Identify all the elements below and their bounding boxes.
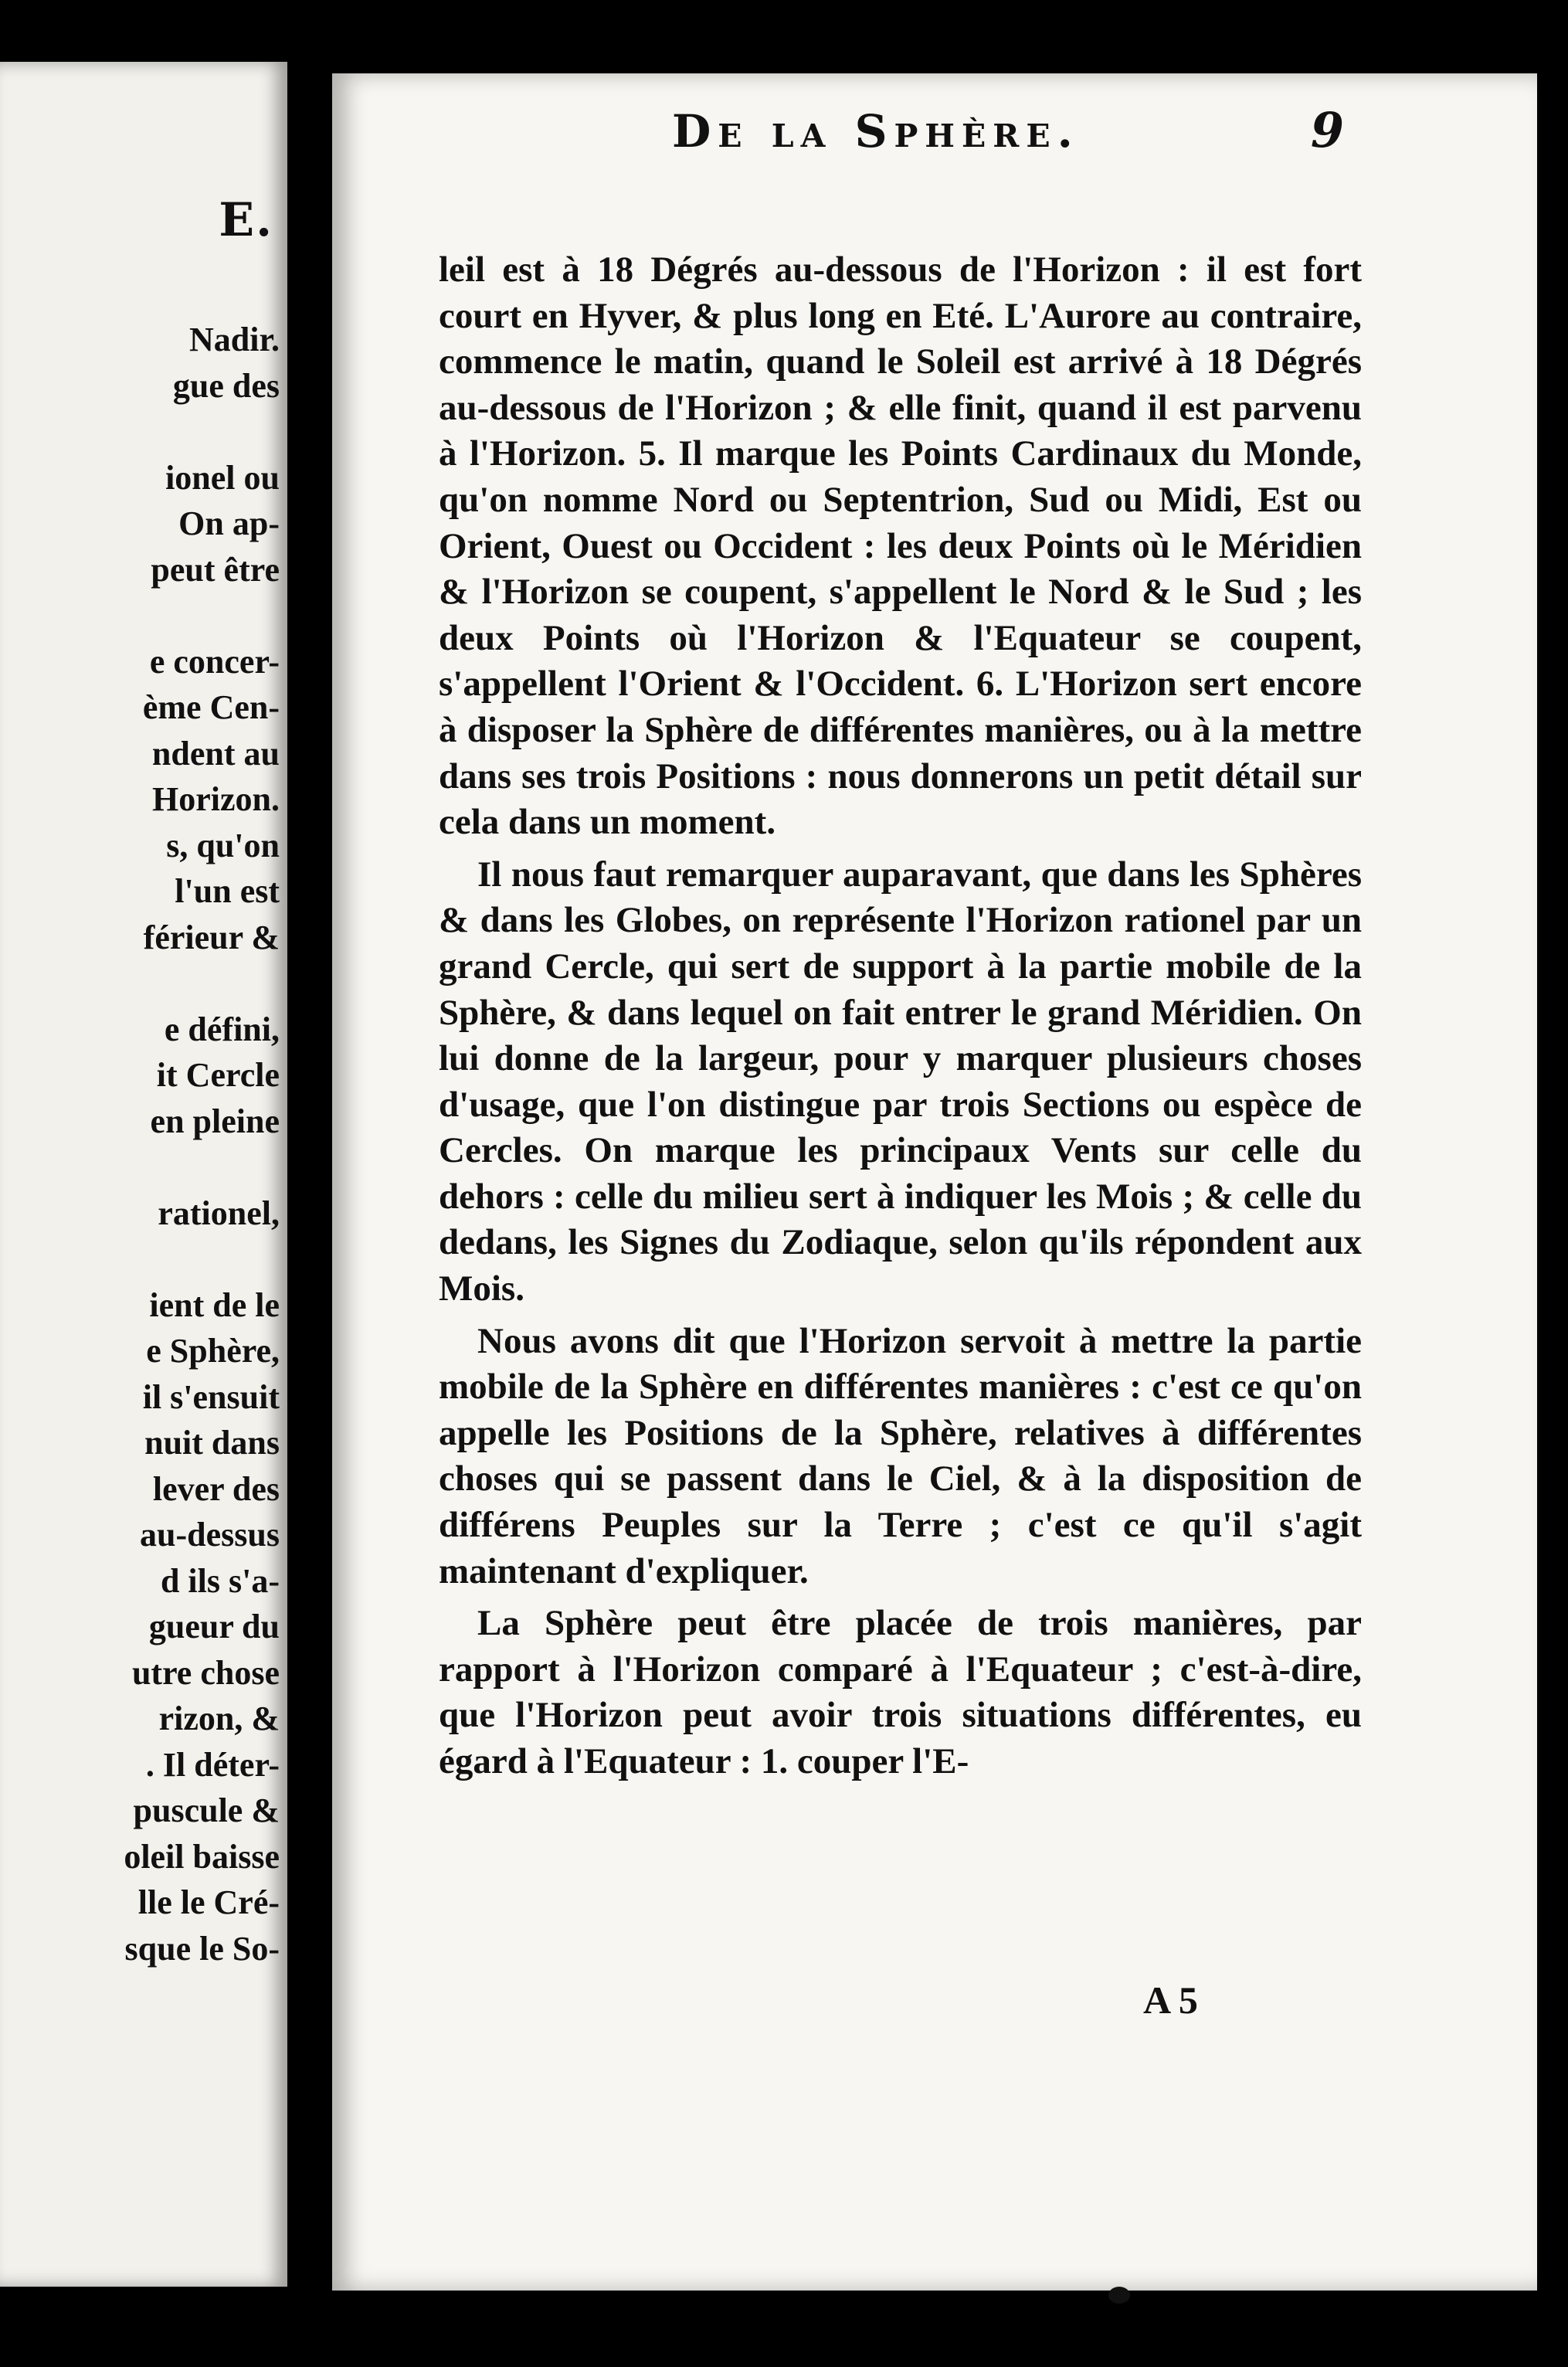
facing-page-text <box>0 317 280 1971</box>
facing-page-line: ème Cen- <box>142 688 280 726</box>
running-title: De la Sphère. <box>672 105 1080 158</box>
facing-page-header: E. <box>219 193 273 247</box>
facing-page-line: ient de le <box>149 1285 280 1324</box>
facing-page-line: . Il déter- <box>145 1745 280 1784</box>
facing-page-line: lle le Cré- <box>137 1883 280 1921</box>
facing-page-line: il s'ensuit <box>142 1377 280 1416</box>
facing-page-line: puscule & <box>133 1791 280 1829</box>
facing-page-line: rizon, & <box>158 1700 280 1737</box>
facing-page-line: it Cercle <box>156 1056 280 1094</box>
facing-page-line: oleil baisse <box>124 1837 280 1876</box>
facing-page-line: Horizon. <box>152 780 280 818</box>
facing-page-line: d ils s'a- <box>160 1561 280 1600</box>
facing-page-line: e concer- <box>149 642 280 681</box>
facing-page-line: l'un est <box>175 872 280 910</box>
ink-speck <box>1108 2287 1130 2304</box>
facing-page-line: gueur du <box>148 1608 280 1645</box>
page-number: 9 <box>1310 102 1344 158</box>
facing-page-line: gue des <box>172 366 280 405</box>
facing-page-line: ionel ou <box>165 458 280 497</box>
facing-page-line: sque le So- <box>124 1929 280 1968</box>
body-text <box>439 247 1362 1785</box>
facing-page-line: s, qu'on <box>166 826 280 864</box>
facing-page-line <box>0 960 280 1007</box>
facing-page-line: ndent au <box>151 734 280 773</box>
facing-page-line: nuit dans <box>144 1424 280 1462</box>
paragraph: Il nous faut remarquer auparavant, que dans les Sphères & dans les Globes, on représente l'Horizon rationel par un grand Cercle, qui sert de support à la partie mobile de la Sphère, & dans lequel on fait entrer le grand Méridien. On lui donne de la largeur, pour y marquer plusieurs choses d'usage, que l'on distingue par trois Sections ou espèce de Cercles. On marque les principaux Vents sur celle du dehors : celle du milieu sert à indiquer les Mois ; & celle du dedans, les Signes du Zodiaque, selon qu'ils répondent aux Mois. <box>439 854 1362 1309</box>
facing-page-line: Nadir. <box>189 321 280 358</box>
facing-page-line <box>0 1144 280 1190</box>
paragraph: leil est à 18 Dégrés au-dessous de l'Horizon : il est fort court en Hyver, & plus long en Eté. L'Aurore au contraire, commence le matin, quand le Soleil est arrivé à 18 Dégrés au-dessous de l'Horizon ; & elle finit, quand il est parvenu à l'Horizon. 5. Il marque les Points Cardinaux du Monde, qu'on nomme Nord ou Septentrion, Sud ou Midi, Est ou Orient, Ouest ou Occident : les deux Points où le Méridien & l'Horizon se coupent, s'appellent le Nord & le Sud ; les deux Points où l'Horizon & l'Equateur se coupent, s'appellent l'Orient & l'Occident. 6. L'Horizon sert encore à disposer la Sphère de différentes manières, ou à la mettre dans ses trois Positions : nous donnerons un petit détail sur cela dans un moment. <box>439 250 1362 843</box>
paragraph: La Sphère peut être placée de trois manières, par rapport à l'Horizon comparé à l'Equateur ; c'est-à-dire, que l'Horizon peut avoir trois situations différentes, eu égard à l'Equateur : 1. couper l'E- <box>439 1603 1362 1781</box>
paragraph: Nous avons dit que l'Horizon servoit à mettre la partie mobile de la Sphère en différentes manières : c'est ce qu'on appelle les Positions de la Sphère, relatives à différentes choses qui se passent dans le Ciel, & à la disposition de différens Peuples sur la Terre ; c'est ce qu'il s'agit maintenant d'expliquer. <box>439 1320 1362 1591</box>
facing-page-line <box>0 593 280 639</box>
facing-page-line: en pleine <box>150 1102 280 1140</box>
facing-page <box>0 62 287 2287</box>
facing-page-line: On ap- <box>178 504 280 542</box>
running-head <box>332 102 1344 158</box>
facing-page-line <box>0 409 280 455</box>
facing-page-line: au-dessus <box>140 1516 280 1554</box>
facing-page-line: lever des <box>152 1469 280 1508</box>
signature-mark: A 5 <box>1143 1978 1198 2022</box>
facing-page-line <box>0 1236 280 1282</box>
facing-page-line: e Sphère, <box>146 1332 280 1370</box>
facing-page-line: rationel, <box>158 1194 280 1232</box>
facing-page-line: utre chose <box>131 1653 280 1692</box>
facing-page-line: peut être <box>151 550 280 589</box>
facing-page-line: férieur & <box>143 918 280 956</box>
facing-page-line: e défini, <box>164 1010 280 1048</box>
